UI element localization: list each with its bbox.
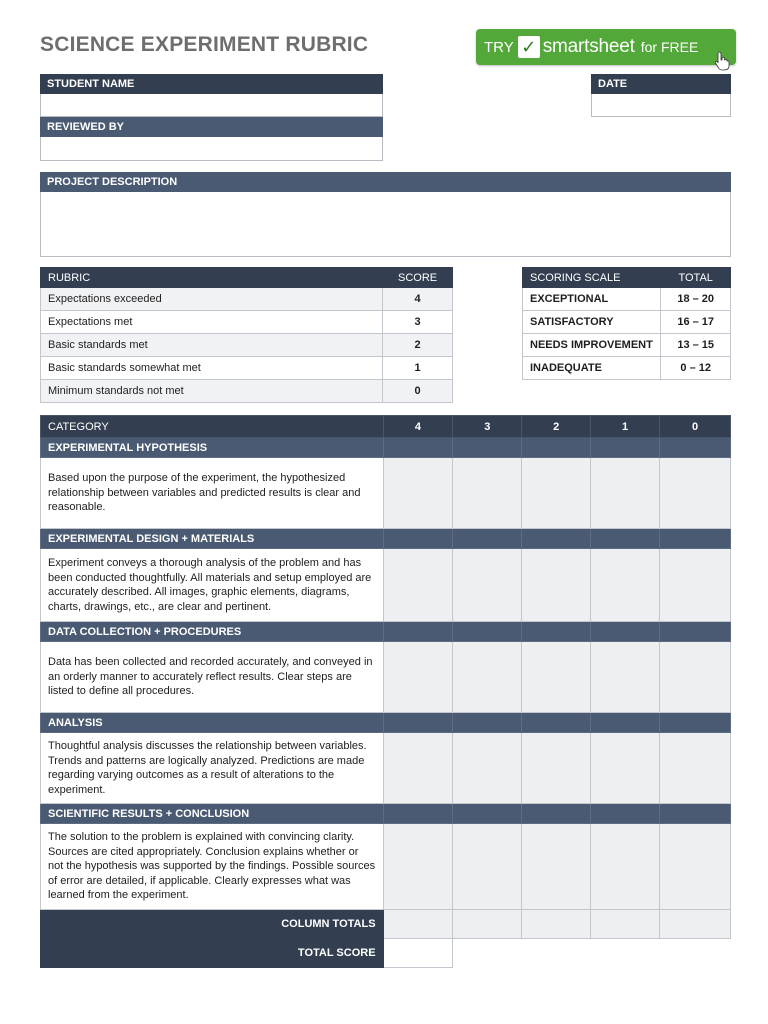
category-description: The solution to the problem is explained with convincing clarity. Sources are cited appropriately. Conclusion explains whether or not the hypothesis was supported by the findings. Possible sources of error are detailed, if applicable. Clearly expresses what was learned from the experiment. xyxy=(41,824,384,910)
score-cell[interactable] xyxy=(522,458,591,529)
score-cell[interactable] xyxy=(522,549,591,622)
rubric-label: Basic standards met xyxy=(41,334,383,357)
rubric-table xyxy=(40,267,453,403)
column-totals-label: COLUMN TOTALS xyxy=(41,910,384,939)
score-cell[interactable] xyxy=(660,642,731,713)
scoring-scale-header: SCORING SCALE xyxy=(523,268,661,288)
date-field[interactable] xyxy=(591,74,731,117)
reviewed-by-field[interactable] xyxy=(40,117,383,161)
checkmark-icon: ✓ xyxy=(518,36,540,58)
category-title: ANALYSIS xyxy=(41,713,384,733)
category-description: Thoughtful analysis discusses the relationship between variables. Trends and patterns are logically analyzed. Predictions are made regarding varying outcomes as a result of alterations to the experiment. xyxy=(41,733,384,804)
try-smartsheet-button[interactable] xyxy=(476,29,736,65)
score-cell[interactable] xyxy=(660,549,731,622)
category-title: EXPERIMENTAL HYPOTHESIS xyxy=(41,438,384,458)
project-description-label: PROJECT DESCRIPTION xyxy=(40,172,731,192)
score-cell[interactable] xyxy=(660,458,731,529)
score-cell[interactable] xyxy=(383,549,453,622)
student-name-input[interactable] xyxy=(40,94,383,117)
student-name-label: STUDENT NAME xyxy=(40,74,383,94)
column-header: 1 xyxy=(591,416,660,438)
date-input[interactable] xyxy=(591,94,731,117)
scale-label: INADEQUATE xyxy=(523,357,661,380)
score-cell[interactable] xyxy=(383,824,453,910)
category-description: Based upon the purpose of the experiment, the hypothesized relationship between variables and predicted results is clear and reasonable. xyxy=(41,458,384,529)
score-cell[interactable] xyxy=(591,824,660,910)
column-total-cell[interactable] xyxy=(522,910,591,939)
total-score-cell[interactable] xyxy=(383,939,453,968)
rubric-score: 4 xyxy=(383,288,453,311)
score-cell[interactable] xyxy=(453,824,522,910)
rubric-label: Expectations met xyxy=(41,311,383,334)
category-title: SCIENTIFIC RESULTS + CONCLUSION xyxy=(41,804,384,824)
column-header: 2 xyxy=(522,416,591,438)
score-cell[interactable] xyxy=(660,824,731,910)
score-cell[interactable] xyxy=(453,733,522,804)
score-cell[interactable] xyxy=(591,458,660,529)
cta-try-label: TRY xyxy=(484,38,514,56)
scale-range: 13 – 15 xyxy=(661,334,731,357)
category-description: Data has been collected and recorded accurately, and conveyed in an orderly manner to accurately reflect results. Clear steps are listed to define all procedures. xyxy=(41,642,384,713)
scale-range: 16 – 17 xyxy=(661,311,731,334)
category-title: EXPERIMENTAL DESIGN + MATERIALS xyxy=(41,529,384,549)
scale-label: EXCEPTIONAL xyxy=(523,288,661,311)
project-description-input[interactable] xyxy=(40,192,731,257)
category-title: DATA COLLECTION + PROCEDURES xyxy=(41,622,384,642)
column-total-cell[interactable] xyxy=(591,910,660,939)
reviewed-by-label: REVIEWED BY xyxy=(40,117,383,137)
score-cell[interactable] xyxy=(591,642,660,713)
rubric-label: Basic standards somewhat met xyxy=(41,357,383,380)
column-header: 4 xyxy=(383,416,453,438)
date-label: DATE xyxy=(591,74,731,94)
category-description: Experiment conveys a thorough analysis of the problem and has been conducted thoughtfully. All materials and setup employed are accurately described. All images, graphic elements, diagrams, charts, drawings, etc., are clear and pertinent. xyxy=(41,549,384,622)
scale-range: 0 – 12 xyxy=(661,357,731,380)
category-header: CATEGORY xyxy=(41,416,384,438)
scale-range: 18 – 20 xyxy=(661,288,731,311)
column-total-cell[interactable] xyxy=(660,910,731,939)
score-cell[interactable] xyxy=(660,733,731,804)
score-cell[interactable] xyxy=(383,642,453,713)
score-cell[interactable] xyxy=(522,824,591,910)
rubric-score: 2 xyxy=(383,334,453,357)
page-title: SCIENCE EXPERIMENT RUBRIC xyxy=(40,33,369,56)
score-cell[interactable] xyxy=(591,733,660,804)
score-cell[interactable] xyxy=(453,549,522,622)
total-score-label: TOTAL SCORE xyxy=(41,939,384,968)
score-cell[interactable] xyxy=(453,458,522,529)
score-cell[interactable] xyxy=(383,733,453,804)
category-table xyxy=(40,415,731,968)
score-cell[interactable] xyxy=(591,549,660,622)
score-cell[interactable] xyxy=(383,458,453,529)
hand-cursor-icon xyxy=(714,51,730,71)
score-cell[interactable] xyxy=(522,733,591,804)
rubric-label: Minimum standards not met xyxy=(41,380,383,403)
rubric-label: Expectations exceeded xyxy=(41,288,383,311)
rubric-score: 1 xyxy=(383,357,453,380)
rubric-score: 0 xyxy=(383,380,453,403)
score-header: SCORE xyxy=(383,268,453,288)
scale-label: SATISFACTORY xyxy=(523,311,661,334)
scoring-scale-table xyxy=(522,267,731,380)
score-cell[interactable] xyxy=(453,642,522,713)
column-total-cell[interactable] xyxy=(453,910,522,939)
rubric-score: 3 xyxy=(383,311,453,334)
rubric-header: RUBRIC xyxy=(41,268,383,288)
score-cell[interactable] xyxy=(522,642,591,713)
reviewed-by-input[interactable] xyxy=(40,137,383,161)
column-header: 0 xyxy=(660,416,731,438)
student-name-field[interactable] xyxy=(40,74,383,117)
scale-label: NEEDS IMPROVEMENT xyxy=(523,334,661,357)
cta-brand-label: smartsheet xyxy=(542,36,635,57)
cta-free-label: for FREE xyxy=(640,39,699,55)
project-description-field[interactable] xyxy=(40,172,731,257)
column-total-cell[interactable] xyxy=(383,910,453,939)
column-header: 3 xyxy=(453,416,522,438)
total-header: TOTAL xyxy=(661,268,731,288)
